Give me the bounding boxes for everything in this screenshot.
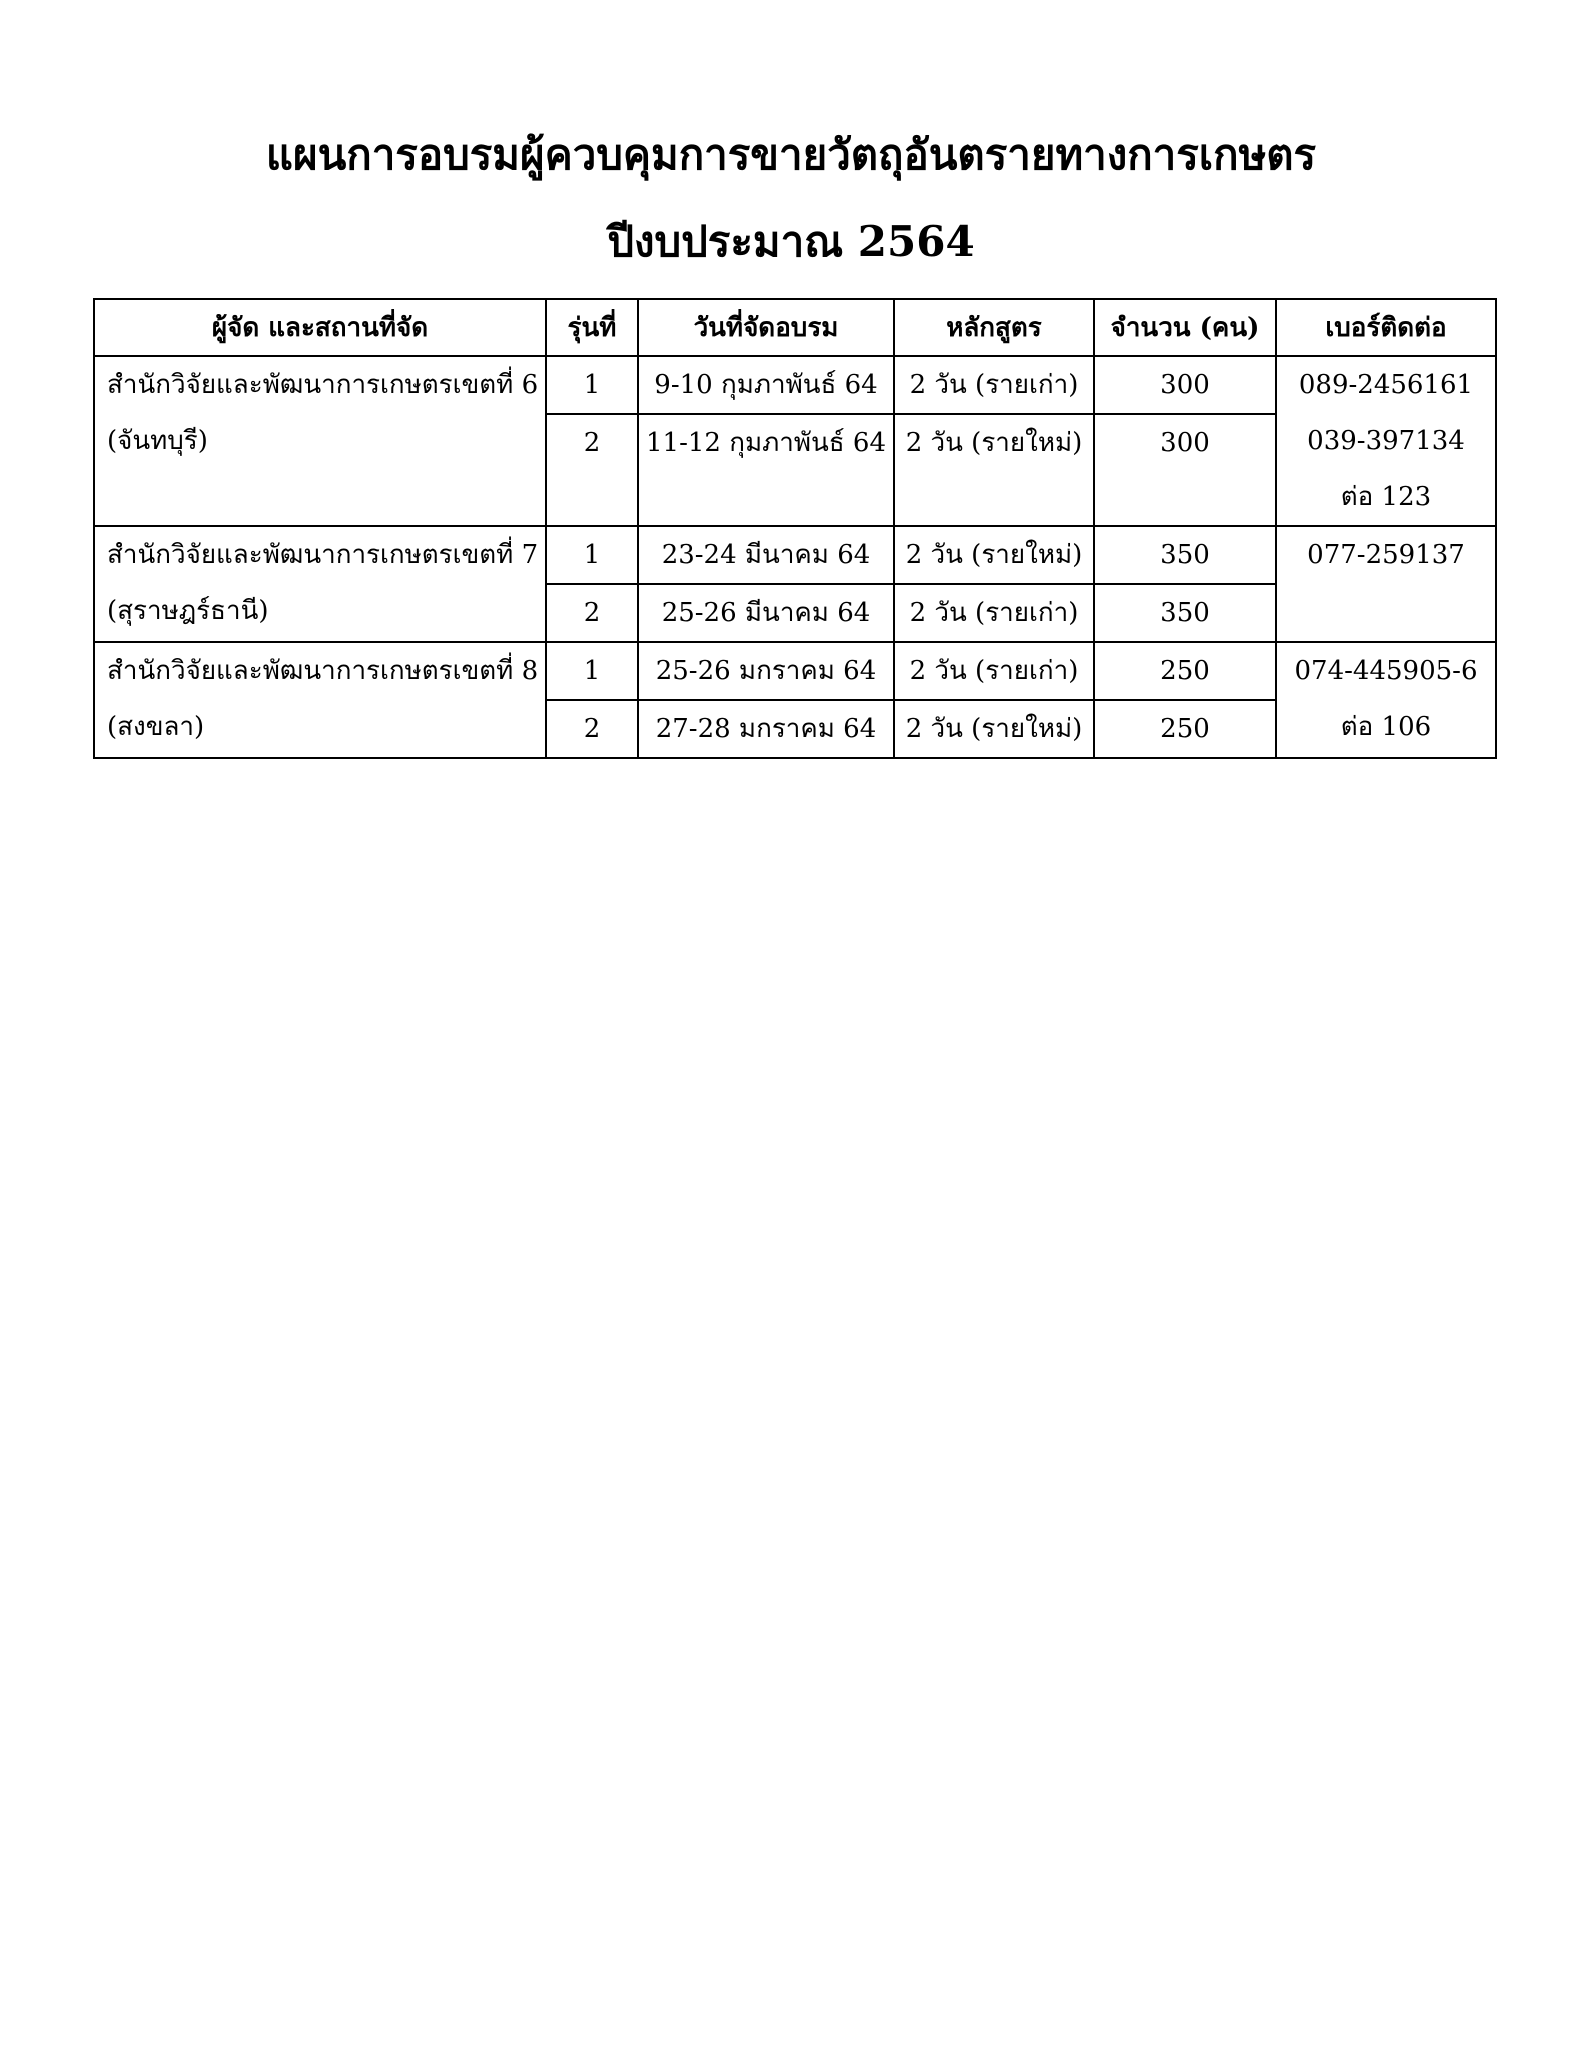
header-count: จำนวน (คน) [1094,299,1276,356]
header-contact: เบอร์ติดต่อ [1276,299,1496,356]
contact-cell [1276,642,1496,758]
organizer-name: สำนักวิจัยและพัฒนาการเกษตรเขตที่ 6 [107,370,539,400]
batch-cell: 2 [546,414,638,526]
contact-extension: ต่อ 123 [1340,482,1432,512]
header-date: วันที่จัดอบรม [638,299,894,356]
organizer-cell [94,642,546,758]
course-cell: 2 วัน (รายเก่า) [894,356,1094,414]
document-subtitle: ปีงบประมาณ 2564 [607,217,975,266]
batch-cell: 2 [546,700,638,758]
count-cell: 300 [1094,414,1276,526]
date-cell: 9-10 กุมภาพันธ์ 64 [638,356,894,414]
date-cell: 25-26 มีนาคม 64 [638,584,894,642]
organizer-cell [94,526,546,642]
course-cell: 2 วัน (รายใหม่) [894,414,1094,526]
batch-cell: 2 [546,584,638,642]
contact-phone: 074-445905-6 [1294,656,1478,686]
date-cell: 27-28 มกราคม 64 [638,700,894,758]
table-row [94,642,1496,700]
organizer-location: (สุราษฎร์ธานี) [107,596,269,626]
course-cell: 2 วัน (รายใหม่) [894,526,1094,584]
organizer-name: สำนักวิจัยและพัฒนาการเกษตรเขตที่ 8 [107,656,539,686]
count-cell: 250 [1094,642,1276,700]
organizer-location: (จันทบุรี) [107,426,208,456]
date-cell: 25-26 มกราคม 64 [638,642,894,700]
course-cell: 2 วัน (รายเก่า) [894,642,1094,700]
course-cell: 2 วัน (รายใหม่) [894,700,1094,758]
contact-cell [1276,526,1496,642]
course-cell: 2 วัน (รายเก่า) [894,584,1094,642]
contact-phone: 039-397134 [1307,426,1465,456]
header-course: หลักสูตร [894,299,1094,356]
document-title: แผนการอบรมผู้ควบคุมการขายวัตถุอันตรายทางการเกษตร [265,130,1317,179]
count-cell: 350 [1094,526,1276,584]
organizer-cell [94,356,546,526]
table-row [94,526,1496,584]
batch-cell: 1 [546,526,638,584]
training-plan-table [93,298,1497,759]
table-header-row [94,299,1496,356]
contact-phone: 089-2456161 [1298,370,1474,400]
batch-cell: 1 [546,642,638,700]
organizer-name: สำนักวิจัยและพัฒนาการเกษตรเขตที่ 7 [107,540,539,570]
header-batch: รุ่นที่ [546,299,638,356]
contact-extension: ต่อ 106 [1340,712,1432,742]
batch-cell: 1 [546,356,638,414]
table-row [94,356,1496,414]
date-cell: 23-24 มีนาคม 64 [638,526,894,584]
count-cell: 350 [1094,584,1276,642]
date-cell: 11-12 กุมภาพันธ์ 64 [638,414,894,526]
contact-phone: 077-259137 [1307,540,1465,570]
organizer-location: (สงขลา) [107,712,205,742]
count-cell: 250 [1094,700,1276,758]
count-cell: 300 [1094,356,1276,414]
contact-cell [1276,356,1496,526]
header-organizer: ผู้จัด และสถานที่จัด [94,299,546,356]
